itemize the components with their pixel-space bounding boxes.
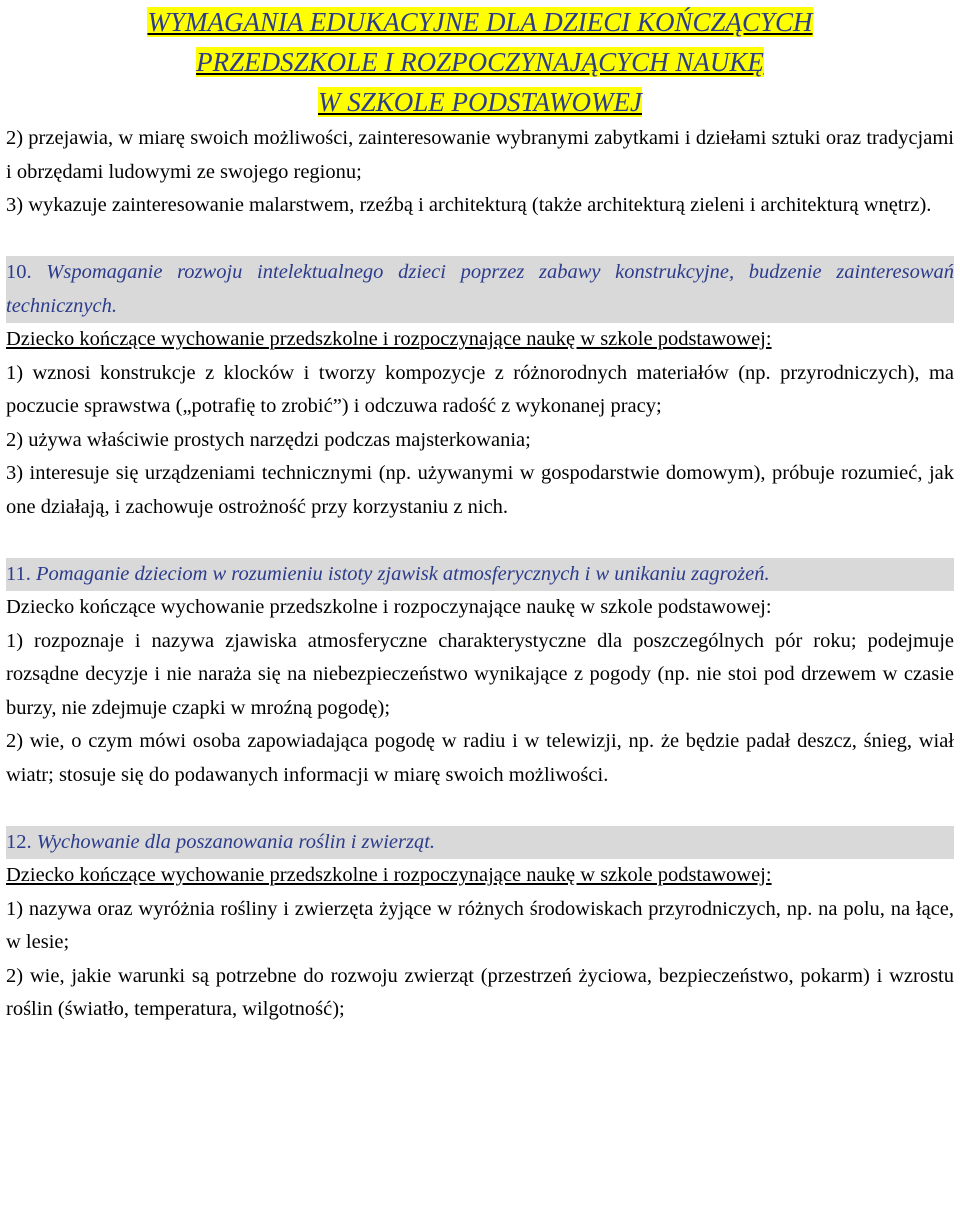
section-number: 12. [6, 830, 32, 853]
section-lead [6, 591, 954, 625]
section-item: 1) wznosi konstrukcje z klocków i tworzy kompozycje z różnorodnych materiałów (np. przyrodniczych), ma poczucie sprawstwa („potrafię to zrobić”) i odczuwa radość z wykonanej pracy; [6, 361, 954, 417]
section-lead [6, 323, 954, 357]
section-heading-text: Pomaganie dzieciom w rozumieniu istoty zjawisk atmosferycznych i w unikaniu zagrożeń. [30, 562, 770, 585]
intro-item: 2) przejawia, w miarę swoich możliwości, zainteresowanie wybranymi zabytkami i dziełami sztuki oraz tradycjami i obrzędami ludowymi ze swojego regionu; [6, 127, 954, 183]
section-item: 3) interesuje się urządzeniami technicznymi (np. używanymi w gospodarstwie domowym), próbuje rozumieć, jak one działają, i zachowuje ostrożność przy korzystaniu z nich. [6, 462, 954, 518]
section-spacer [6, 524, 954, 558]
section-lead-text: Dziecko kończące wychowanie przedszkolne i rozpoczynające naukę w szkole podstawowej: [6, 864, 772, 886]
title-line-1: WYMAGANIA EDUKACYJNE DLA DZIECI KOŃCZĄCYCH [147, 7, 813, 37]
section-item: 1) rozpoznaje i nazywa zjawiska atmosferyczne charakterystyczne dla poszczególnych pór roku; podejmuje rozsądne decyzje i nie naraża się na niebezpieczeństwo wynikające z pogody (np. nie stoi pod drzewem w czasie burzy, nie zdejmuje czapki w mroźną pogodę); [6, 629, 954, 719]
section-heading-text: Wychowanie dla poszanowania roślin i zwierząt. [31, 830, 436, 853]
intro-item: 3) wykazuje zainteresowanie malarstwem, rzeźbą i architekturą (także architekturą zieleni i architekturą wnętrz). [6, 194, 932, 216]
section-item: 2) wie, o czym mówi osoba zapowiadająca pogodę w radiu i w telewizji, np. że będzie padał deszcz, śnieg, wiał wiatr; stosuje się do podawanych informacji w miarę swoich możliwości. [6, 730, 954, 786]
title-line-2: PRZEDSZKOLE I ROZPOCZYNAJĄCYCH NAUKĘ [196, 47, 764, 77]
section-heading-text: Wspomaganie rozwoju intelektualnego dzieci poprzez zabawy konstrukcyjne, budzenie zainteresowań technicznych. [6, 261, 954, 317]
section-spacer [6, 223, 954, 257]
section-spacer [6, 792, 954, 826]
document-title [6, 0, 954, 122]
section-lead [6, 859, 954, 893]
section-heading-12 [6, 826, 954, 860]
section-item: 2) używa właściwie prostych narzędzi podczas majsterkowania; [6, 428, 531, 451]
section-heading-10 [6, 256, 954, 323]
title-line-3: W SZKOLE PODSTAWOWEJ [318, 87, 642, 117]
section-item: 1) nazywa oraz wyróżnia rośliny i zwierzęta żyjące w różnych środowiskach przyrodniczych, np. na polu, na łące, w lesie; [6, 897, 954, 953]
section-item: 2) wie, jakie warunki są potrzebne do rozwoju zwierząt (przestrzeń życiowa, bezpieczeństwo, pokarm) i wzrostu roślin (światło, temperatura, wilgotność); [6, 964, 954, 1020]
section-heading-11 [6, 558, 954, 592]
section-lead-text: Dziecko kończące wychowanie przedszkolne i rozpoczynające naukę w szkole podstawowej: [6, 328, 772, 350]
section-number: 10. [6, 261, 32, 283]
section-number: 11. [6, 562, 31, 585]
section-lead-text: Dziecko kończące wychowanie przedszkolne i rozpoczynające naukę w szkole podstawowej: [6, 596, 772, 618]
